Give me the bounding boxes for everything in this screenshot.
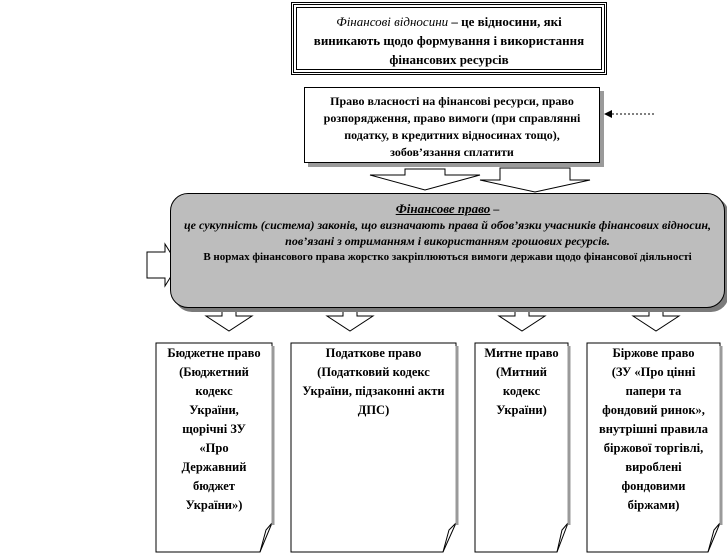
branch-detail: (Податковий кодекс України, підзаконні акти ДПС) xyxy=(302,365,445,417)
financial-law-note: В нормах фінансового права жорстко закріплюються вимоги держави щодо фінансової діяльності xyxy=(203,251,692,263)
down-arrow-left xyxy=(370,169,480,190)
branch-detail: (Митний кодекс України) xyxy=(496,365,547,417)
branch-label: Митне право xyxy=(484,346,559,360)
down-arrow-right xyxy=(480,168,590,192)
branch-arrow-3 xyxy=(499,310,545,331)
branch-arrow-2 xyxy=(327,310,373,331)
branch-detail: (Бюджетний кодекс України, щорічні ЗУ «Про Державний бюджет України») xyxy=(179,365,249,512)
branch-customs-law xyxy=(475,343,568,420)
branch-tax-law xyxy=(291,343,456,420)
financial-law-title: Фінансове право xyxy=(395,201,491,216)
branch-arrow-4 xyxy=(633,310,679,331)
branch-arrow-1 xyxy=(206,310,252,331)
dashed-arrow xyxy=(604,110,654,118)
financial-relations-term: Фінансові відносини xyxy=(336,14,449,29)
branch-budget-law xyxy=(156,343,272,515)
financial-relations-box xyxy=(291,2,607,75)
financial-law-definition: це сукупність (система) законів, що визначають права й обов’язки учасників фінансових відносин, пов’язані з отриманням і використанням грошових ресурсів. xyxy=(183,218,712,248)
property-rights-text: Право власності на фінансові ресурси, право розпорядження, право вимоги (при справлянні податку, в кредитних відносинах тощо), зобов’язання сплатити xyxy=(323,94,581,159)
branch-detail: (ЗУ «Про цінні папери та фондовий ринок», внутрішні правила біржової торгівлі, вироблені фондовими біржами) xyxy=(599,365,708,512)
financial-law-box xyxy=(170,193,725,308)
branch-exchange-law xyxy=(587,343,720,515)
financial-law-title-suffix: – xyxy=(490,202,500,216)
branch-label: Бюджетне право xyxy=(167,346,261,360)
financial-relations-definition: – це відносини, які виникають щодо формування і використання фінансових ресурсів xyxy=(313,14,585,67)
property-rights-box xyxy=(304,87,600,163)
branch-label: Податкове право xyxy=(325,346,422,360)
branch-label: Біржове право xyxy=(612,346,695,360)
